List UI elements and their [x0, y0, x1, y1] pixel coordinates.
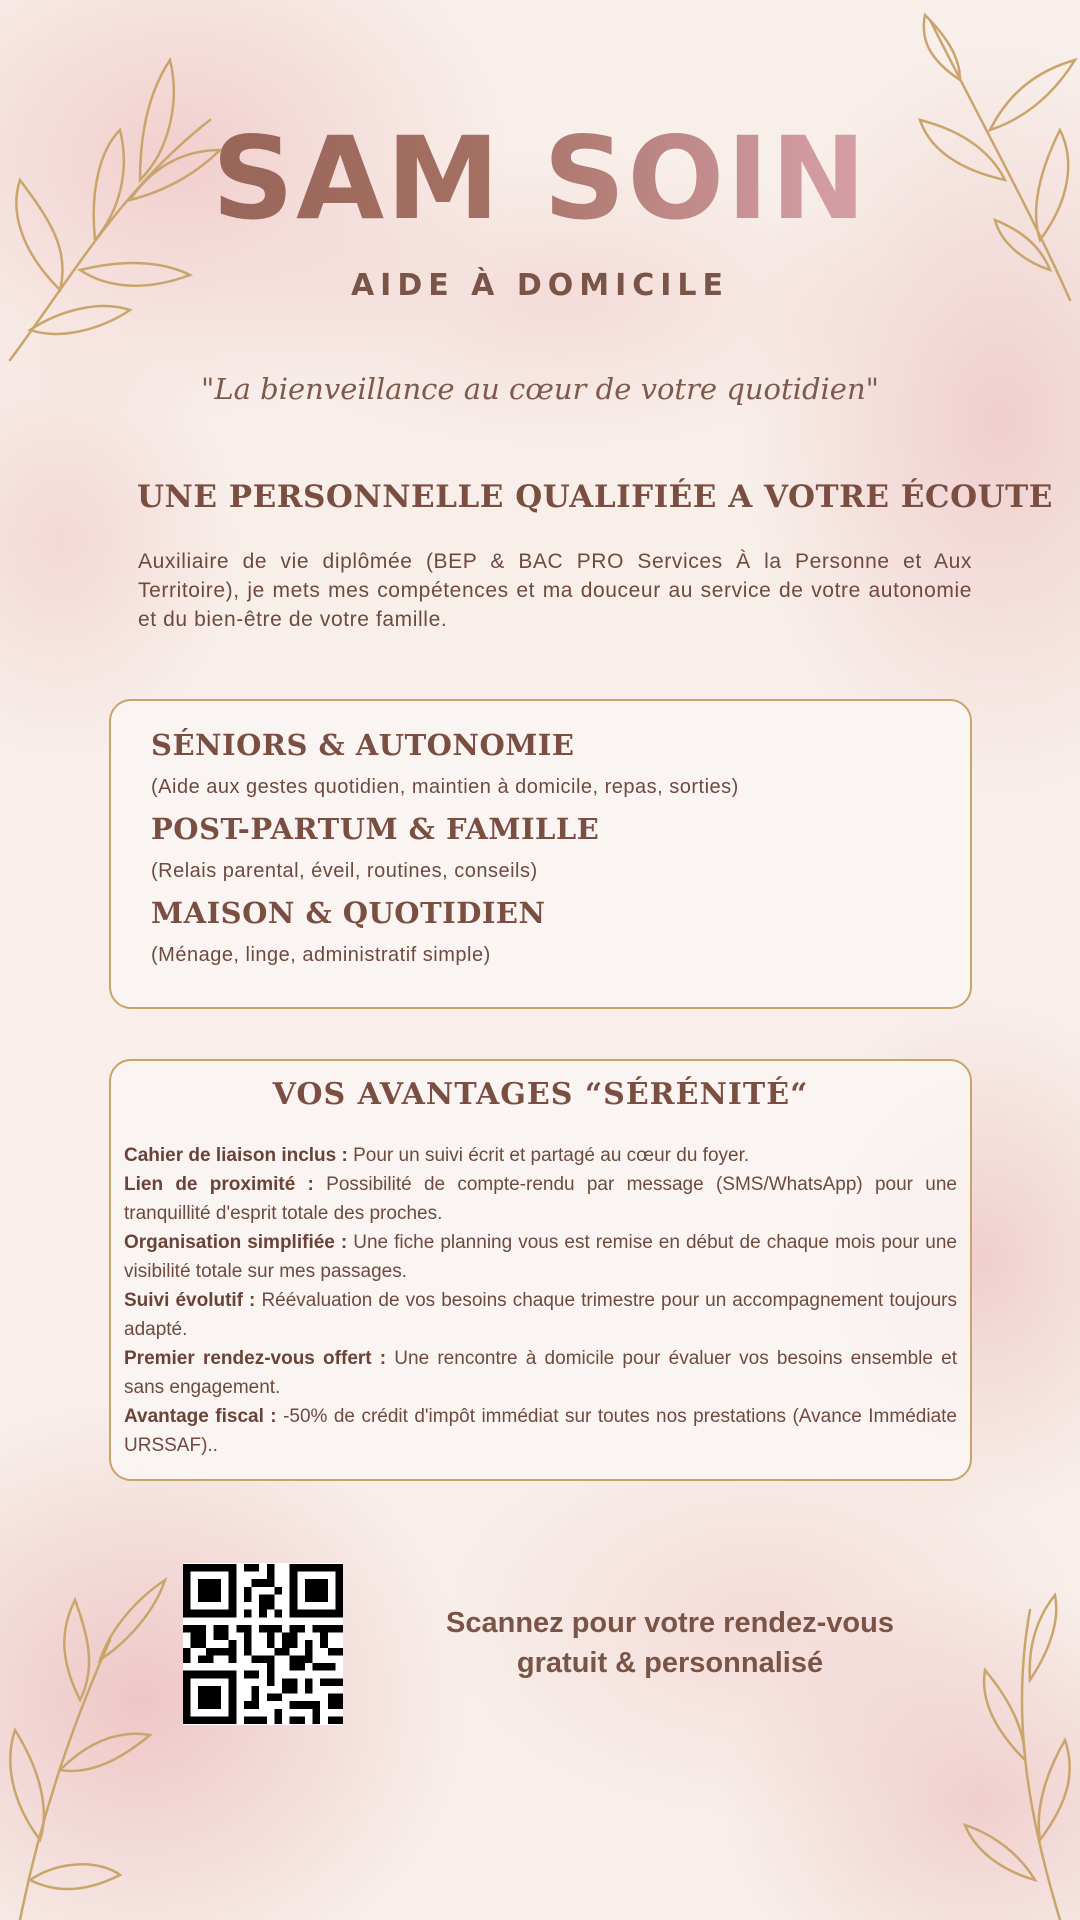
advantage-label: Premier rendez-vous offert :	[124, 1348, 387, 1369]
advantage-item	[124, 1286, 957, 1344]
service-title: SÉNIORS & AUTONOMIE	[151, 728, 575, 762]
advantage-label: Avantage fiscal :	[124, 1406, 277, 1427]
advantage-label: Suivi évolutif :	[124, 1290, 256, 1311]
service-description: (Relais parental, éveil, routines, conseils)	[151, 860, 538, 882]
service-title: MAISON & QUOTIDIEN	[151, 896, 546, 930]
advantage-label: Lien de proximité :	[124, 1174, 314, 1195]
advantage-text: Une rencontre à domicile pour évaluer vos besoins ensemble et sans engagement.	[124, 1348, 957, 1398]
advantage-text: Pour un suivi écrit et partagé au cœur du foyer.	[347, 1145, 750, 1166]
advantage-text: Une fiche planning vous est remise en début de chaque mois pour une visibilité totale sur mes passages.	[124, 1232, 957, 1282]
cta-line: gratuit & personnalisé	[516, 1647, 824, 1679]
qr-code-icon[interactable]	[183, 1563, 343, 1725]
cta-text	[380, 1603, 960, 1683]
brand-subtitle: AIDE À DOMICILE	[350, 268, 730, 303]
service-description: (Aide aux gestes quotidien, maintien à domicile, repas, sorties)	[151, 776, 739, 798]
service-title: POST-PARTUM & FAMILLE	[151, 812, 600, 846]
advantage-text: -50% de crédit d'impôt immédiat sur toutes nos prestations (Avance Immédiate URSSAF)..	[124, 1406, 957, 1456]
advantages-title: VOS AVANTAGES “SÉRÉNITÉ“	[272, 1077, 809, 1112]
tagline: "La bienveillance au cœur de votre quotidien"	[201, 372, 879, 406]
advantage-item	[124, 1141, 957, 1170]
service-description: (Ménage, linge, administratif simple)	[151, 944, 491, 966]
advantages-card	[109, 1059, 972, 1481]
advantage-label: Organisation simplifiée :	[124, 1232, 348, 1253]
advantage-item	[124, 1344, 957, 1402]
services-card	[109, 699, 972, 1009]
brand-title: SAM SOIN	[0, 122, 1080, 236]
advantage-item	[124, 1228, 957, 1286]
advantage-text: Réévaluation de vos besoins chaque trimestre pour un accompagnement toujours adapté.	[124, 1290, 957, 1340]
intro-text: Auxiliaire de vie diplômée (BEP & BAC PRO Services À la Personne et Aux Territoire), je mets mes compétences et ma douceur au service de votre autonomie et du bien-être de votre famille.	[138, 550, 972, 631]
advantage-text: Possibilité de compte-rendu par message (SMS/WhatsApp) pour une tranquillité d'esprit totale des proches.	[124, 1174, 957, 1224]
cta-line: Scannez pour votre rendez-vous	[446, 1607, 894, 1639]
advantage-label: Cahier de liaison inclus :	[124, 1145, 348, 1166]
advantage-item	[124, 1170, 957, 1228]
intro-title: UNE PERSONNELLE QUALIFIÉE A VOTRE ÉCOUTE	[137, 479, 1053, 515]
advantage-item	[124, 1402, 957, 1460]
